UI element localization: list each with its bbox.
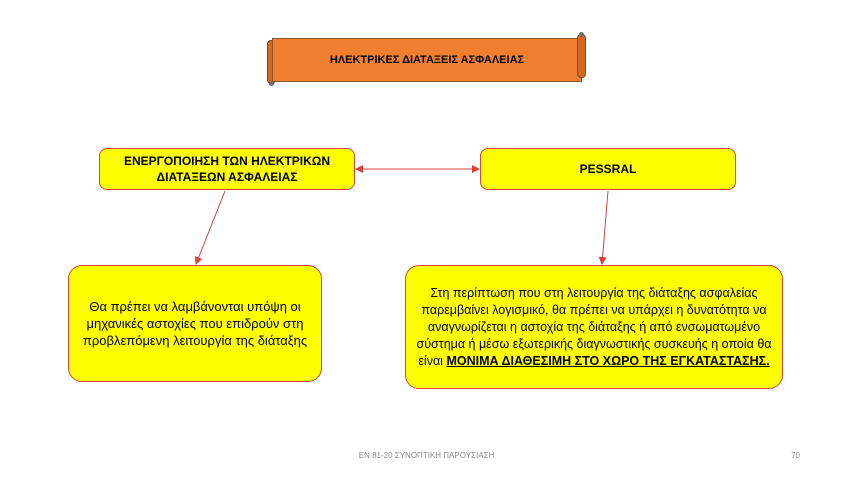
activation-box (99, 148, 355, 190)
permanently-available-emphasis: ΜΟΝΙΜΑ ΔΙΑΘΕΣΙΜΗ ΣΤΟ ΧΩΡΟ ΤΗΣ ΕΓΚΑΤΑΣΤΑΣΗΣ. (446, 353, 770, 368)
software-diagnostics-text: Στη περίπτωση που στη λειτουργία της διάταξης ασφαλείας παρεμβαίνει λογισμικό, θα πρέπει να υπάρχει η δυνατότητα να αναγνωρίζεται η αστοχία της διάταξης ή από ενσωματωμένο σύστημα ή μέσω εξωτερικής διαγνωστικής συσκευής η οποία θα είναι (416, 285, 772, 368)
software-diagnostics-content (416, 285, 772, 370)
arrow-pessral-right-detail (602, 191, 608, 264)
software-diagnostics-box (405, 265, 783, 389)
pessral-label: PESSRAL (579, 162, 637, 176)
mechanical-failures-box (68, 265, 322, 382)
pessral-box (480, 148, 736, 190)
page-number: 70 (791, 451, 800, 460)
footer-text: EN 81-20 ΣΥΝΟΠΤΙΚΗ ΠΑΡΟΥΣΙΑΣΗ (358, 451, 495, 460)
page-title: ΗΛΕΚΤΡΙΚΕΣ ΔΙΑΤΑΞΕΙΣ ΑΣΦΑΛΕΙΑΣ (329, 54, 525, 66)
arrow-activation-left-detail (196, 191, 225, 264)
activation-label: ΕΝΕΡΓΟΠΟΙΗΣΗ ΤΩΝ ΗΛΕΚΤΡΙΚΩΝ ΔΙΑΤΑΞΕΩΝ ΑΣΦΑΛΕΙΑΣ (123, 154, 331, 184)
mechanical-failures-text: Θα πρέπει να λαμβάνονται υπόψη οι μηχανικές αστοχίες που επιδρούν στη προβλεπόμενη λειτουργία της διάταξης (82, 299, 308, 348)
